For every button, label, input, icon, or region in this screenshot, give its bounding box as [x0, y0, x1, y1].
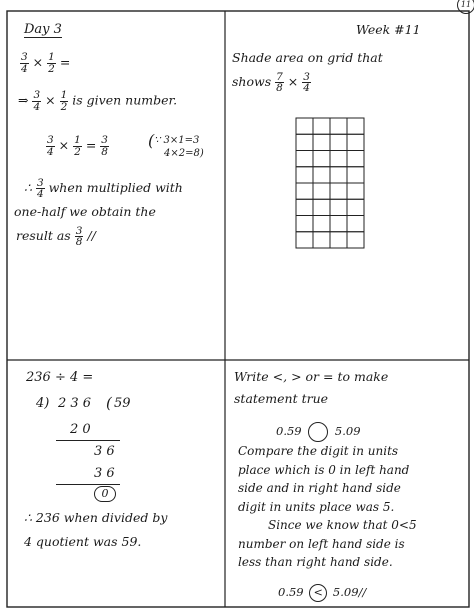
grid-cell	[347, 118, 364, 134]
division-subtract-2: 3 6	[94, 466, 115, 481]
worksheet-page	[6, 10, 470, 608]
q4-comparison: 0.59 5.09	[276, 422, 361, 442]
division-dividend: 2 3 6	[58, 396, 92, 411]
q1-because-note: ( ∵ 3×1=3 4×2=8)	[148, 131, 204, 159]
grid-cell	[330, 151, 347, 167]
q1-conclusion: ∴ $\frac{3}{4}$ when multiplied with one-half we obtain the result as $\frac{3}{8}$ //	[14, 176, 183, 248]
grid-cell	[296, 199, 313, 215]
grid-cell	[313, 216, 330, 232]
q4-final-answer: 0.59 < 5.09//	[278, 584, 366, 602]
grid-cell	[330, 167, 347, 183]
q1-given-line: ⇒ $\frac{3}{4}$ × $\frac{1}{2}$ is given number.	[18, 89, 178, 113]
division-subtract-1: 2 0	[70, 422, 91, 437]
grid-cell	[313, 199, 330, 215]
comparison-answer-circle: <	[309, 584, 327, 602]
grid-cell	[347, 183, 364, 199]
page-number-badge: 11	[457, 0, 474, 14]
division-final-remainder: 0	[94, 486, 116, 502]
grid-cell	[296, 216, 313, 232]
grid-cell	[330, 118, 347, 134]
q3-long-division	[36, 394, 216, 504]
q4-instruction: Write <, > or = to make statement true	[234, 369, 389, 406]
q1-expression: $\frac{3}{4}$ × $\frac{1}{2}$ =	[21, 51, 71, 75]
grid-cell	[296, 134, 313, 150]
q1-product-line: $\frac{3}{4}$ × $\frac{1}{2}$ = $\frac{3}{8}$	[47, 134, 108, 158]
division-remainder-1: 3 6	[94, 444, 115, 459]
grid-cell	[313, 167, 330, 183]
grid-cell	[313, 183, 330, 199]
q3-title: 236 ÷ 4 =	[26, 370, 94, 385]
division-paren: (	[106, 394, 112, 412]
grid-cell	[347, 151, 364, 167]
grid-cell	[296, 118, 313, 134]
q2-instruction: Shade area on grid that shows $\frac{7}{8}$ × $\frac{3}{4}$	[232, 50, 383, 94]
q4-explanation: Compare the digit in units place which is 0 in left hand side and in right hand side digit in units place was 5. Since we know that 0<5 number on left hand side is less than right hand side.	[238, 444, 417, 569]
division-rule-2	[56, 484, 120, 485]
grid-cell	[296, 232, 313, 248]
grid-cell	[313, 151, 330, 167]
grid-cell	[330, 199, 347, 215]
division-quotient: 59	[114, 396, 131, 411]
q1-title: Day 3	[24, 22, 62, 37]
grid-cell	[296, 151, 313, 167]
shading-grid	[295, 117, 365, 249]
grid-cell	[313, 232, 330, 248]
grid-cell	[347, 134, 364, 150]
comparison-blank-circle	[308, 422, 328, 442]
division-rule-1	[56, 440, 120, 441]
grid-cell	[330, 232, 347, 248]
grid-cell	[347, 216, 364, 232]
grid-cell	[347, 167, 364, 183]
grid-cell	[347, 199, 364, 215]
q2-title: Week #11	[356, 22, 421, 37]
grid-cell	[347, 232, 364, 248]
grid-cell	[296, 167, 313, 183]
division-divisor: 4)	[36, 396, 50, 411]
grid-cell	[313, 134, 330, 150]
grid-cell	[330, 216, 347, 232]
grid-cell	[330, 183, 347, 199]
q3-conclusion: ∴ 236 when divided by 4 quotient was 59.	[24, 510, 168, 549]
grid-cell	[330, 134, 347, 150]
grid-cell	[296, 183, 313, 199]
grid-cell	[313, 118, 330, 134]
